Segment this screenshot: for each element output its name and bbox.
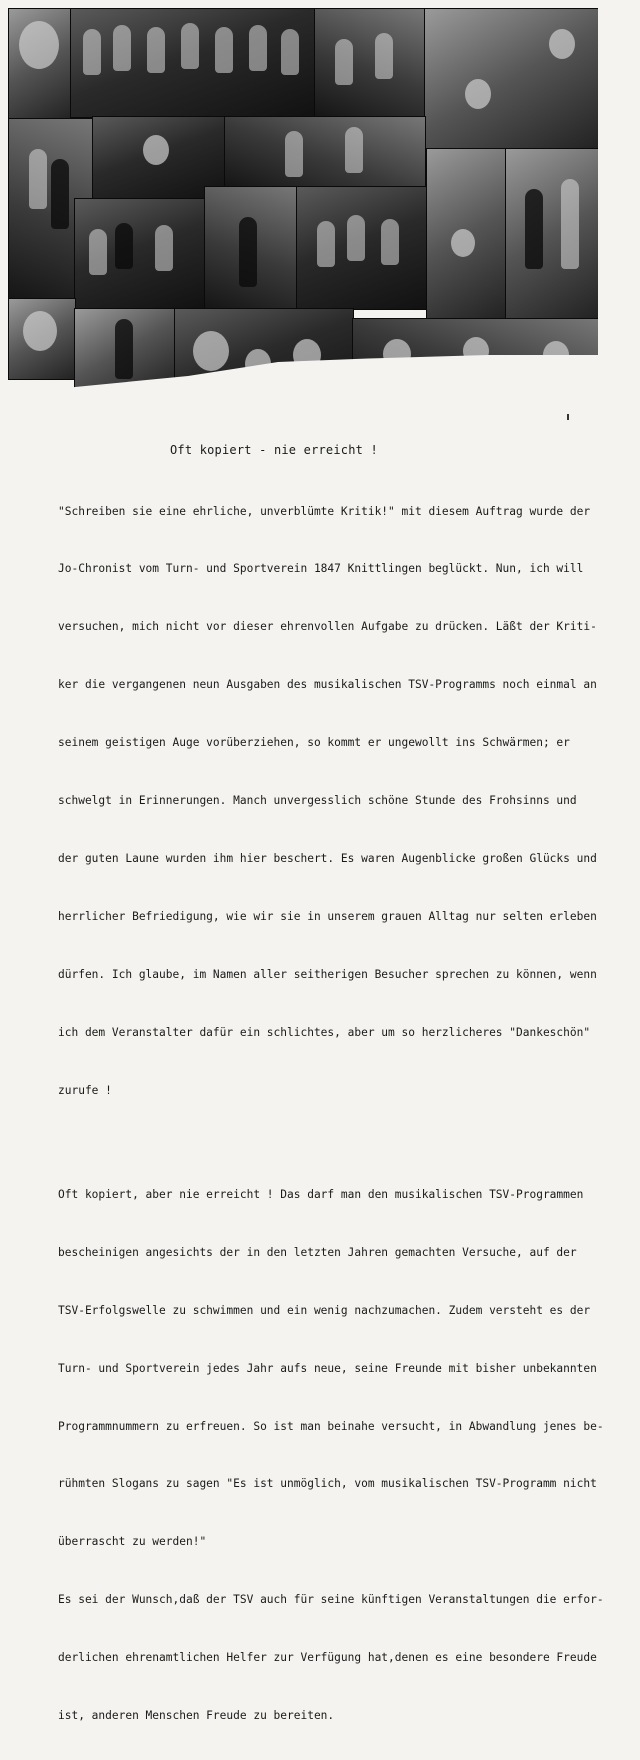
- text-line: herrlicher Befriedigung, wie wir sie in unserem grauen Alltag nur selten erleben: [58, 909, 597, 923]
- photo-stage-performers: [314, 8, 426, 118]
- text-line: zurufe !: [58, 1083, 112, 1097]
- text-line: ker die vergangenen neun Ausgaben des musikalischen TSV-Programms noch einmal an: [58, 678, 597, 692]
- paragraph-1: [58, 463, 618, 1138]
- photo-dancers-line: [70, 8, 316, 118]
- text-line: ist, anderen Menschen Freude zu bereiten.: [58, 1709, 335, 1722]
- text-line: dürfen. Ich glaube, im Namen aller seitherigen Besucher sprechen zu können, wenn: [58, 967, 597, 981]
- photo-woman-left: [8, 298, 76, 380]
- text-line: "Schreiben sie eine ehrliche, unverblümte Kritik!" mit diesem Auftrag wurde der: [58, 504, 591, 518]
- photo-man-in-hat: [426, 148, 506, 320]
- photo-dancer-pose: [204, 186, 298, 310]
- photo-dancers-right: [504, 148, 598, 320]
- text-line: Turn- und Sportverein jedes Jahr aufs neue, seine Freunde mit bisher unbekannten: [58, 1361, 597, 1375]
- text-line: der guten Laune wurden ihm hier beschert. Es waren Augenblicke großen Glücks und: [58, 851, 597, 865]
- text-line: Programmnummern zu erfreuen. So ist man beinahe versucht, in Abwandlung jenes be-: [58, 1419, 604, 1433]
- text-line: ich dem Veranstalter dafür ein schlichtes, aber um so herzlicheres "Dankeschön": [58, 1025, 591, 1039]
- article-heading: Oft kopiert - nie erreicht !: [170, 443, 378, 457]
- text-line: versuchen, mich nicht vor dieser ehrenvollen Aufgabe zu drücken. Läßt der Kriti-: [58, 620, 597, 634]
- paragraph-2: [58, 1146, 618, 1760]
- photo-costumed-performers: [424, 8, 598, 150]
- text-line: rühmten Slogans zu sagen "Es ist unmöglich, vom musikalischen TSV-Programm nicht: [58, 1477, 597, 1491]
- text-line: Es sei der Wunsch,daß der TSV auch für seine künftigen Veranstaltungen die erfor-: [58, 1593, 604, 1607]
- text-line: TSV-Erfolgswelle zu schwimmen und ein wenig nachzumachen. Zudem versteht es der: [58, 1303, 591, 1317]
- text-line: überrascht zu werden!": [58, 1535, 207, 1549]
- photo-stage-dance: [224, 116, 426, 188]
- photo-stage-set: [74, 198, 206, 310]
- photo-man-with-harmonica: [8, 8, 72, 120]
- article-body: [58, 463, 618, 1760]
- text-line: derlichen ehrenamtlichen Helfer zur Verfügung hat,denen es eine besondere Freude: [58, 1651, 597, 1665]
- text-line: Oft kopiert, aber nie erreicht ! Das darf man den musikalischen TSV-Programmen: [58, 1187, 584, 1201]
- page-mark: [567, 414, 569, 420]
- photo-singer-microphone: [74, 308, 176, 390]
- text-line: schwelgt in Erinnerungen. Manch unvergesslich schöne Stunde des Frohsinns und: [58, 794, 577, 808]
- photo-collage: [8, 8, 598, 408]
- text-line: seinem geistigen Auge vorüberziehen, so kommt er ungewollt ins Schwärmen; er: [58, 736, 570, 750]
- text-line: Jo-Chronist vom Turn- und Sportverein 1847 Knittlingen beglückt. Nun, ich will: [58, 562, 584, 576]
- text-line: bescheinigen angesichts der in den letzten Jahren gemachten Versuche, auf der: [58, 1245, 577, 1259]
- photo-group-stage: [296, 186, 428, 310]
